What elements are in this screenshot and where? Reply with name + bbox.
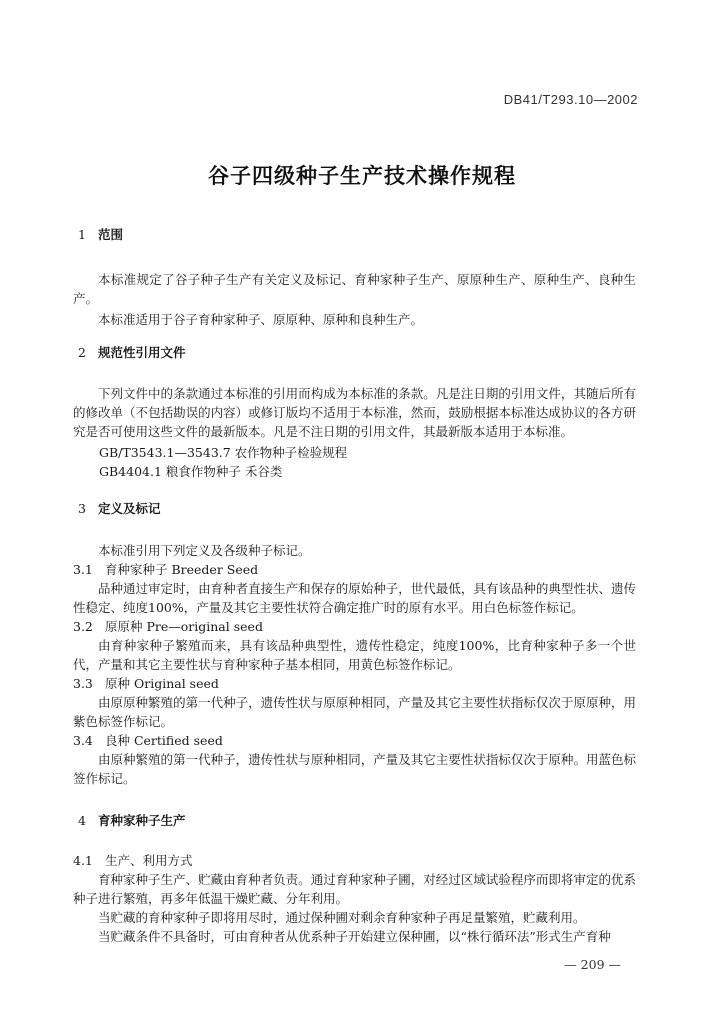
- document-title: 谷子四级种子生产技术操作规程: [208, 163, 516, 188]
- subsection-number: 4.1: [73, 853, 93, 868]
- section-4-heading: [0, 812, 724, 830]
- section-title: 定义及标记: [98, 501, 161, 516]
- definition-text: 由育种家种子繁殖而来，具有该品种典型性，遗传性稳定，纯度100%，比育种家种子多一个世代，产量和其它主要性状与育种家种子基本相同，用黄色标签作标记。: [73, 638, 636, 672]
- section-title: 规范性引用文件: [98, 345, 186, 360]
- definition-number: 3.2: [73, 619, 93, 634]
- definition-heading: [73, 617, 724, 636]
- definition-title: 良种 Certified seed: [105, 733, 223, 748]
- definition-title: 原种 Original seed: [105, 676, 219, 691]
- section-1-heading: [0, 226, 724, 244]
- reference-item: GB4404.1 粮食作物种子 禾谷类: [99, 464, 283, 479]
- standard-code: DB41/T293.10—2002: [503, 92, 638, 107]
- subsection-title: 生产、利用方式: [105, 853, 193, 868]
- page-number: — 209 —: [564, 957, 621, 972]
- definition-heading: [73, 731, 724, 750]
- section-3-body: [0, 541, 724, 788]
- definition-heading: [73, 560, 724, 579]
- paragraph: 当贮藏条件不具备时，可由育种者从优系种子开始建立保种圃，以“株行循环法”形式生产育种: [98, 929, 611, 944]
- paragraph: 当贮藏的育种家种子即将用尽时，通过保种圃对剩余育种家种子再足量繁殖，贮藏利用。: [98, 910, 586, 925]
- definition-text: 品种通过审定时，由育种者直接生产和保存的原始种子，世代最低，具有该品种的典型性状、遗传性稳定、纯度100%，产量及其它主要性状符合确定推广时的原有水平。用白色标签作标记。: [73, 581, 636, 615]
- section-number: 1: [78, 227, 86, 242]
- definition-title: 育种家种子 Breeder Seed: [105, 562, 259, 577]
- paragraph: 本标准引用下列定义及各级种子标记。: [98, 543, 311, 558]
- paragraph: 本标准规定了谷子种子生产有关定义及标记、育种家种子生产、原原种生产、原种生产、良种生产。: [73, 272, 636, 306]
- section-1-body: [0, 270, 724, 329]
- reference-item: GB/T3543.1—3543.7 农作物种子检验规程: [99, 445, 348, 460]
- section-3-heading: [0, 500, 724, 518]
- paragraph: 下列文件中的条款通过本标准的引用而构成为本标准的条款。凡是注日期的引用文件，其随后所有的修改单（不包括勘误的内容）或修订版均不适用于本标准，然而，鼓励根据本标准达成协议的各方研究是否可使用这些文件的最新版本。凡是不注日期的引用文件，其最新版本适用于本标准。: [73, 386, 636, 439]
- definition-title: 原原种 Pre—original seed: [105, 619, 263, 634]
- section-title: 育种家种子生产: [98, 813, 186, 828]
- section-title: 范围: [98, 227, 124, 242]
- definition-number: 3.3: [73, 676, 93, 691]
- paragraph: 本标准适用于谷子育种家种子、原原种、原种和良种生产。: [98, 312, 424, 327]
- definition-heading: [73, 674, 724, 693]
- section-2-body: [0, 384, 724, 481]
- definition-number: 3.1: [73, 562, 93, 577]
- definition-text: 由原原种繁殖的第一代种子，遗传性状与原原种相同，产量及其它主要性状指标仅次于原原种，用紫色标签作标记。: [73, 695, 636, 729]
- section-4-body: [0, 851, 724, 946]
- section-number: 4: [78, 813, 86, 828]
- section-number: 3: [78, 501, 86, 516]
- section-2-heading: [0, 344, 724, 362]
- subsection-heading: [73, 851, 724, 870]
- definition-number: 3.4: [73, 733, 93, 748]
- definition-text: 由原种繁殖的第一代种子，遗传性状与原种相同，产量及其它主要性状指标仅次于原种。用蓝色标签作标记。: [73, 752, 636, 786]
- section-number: 2: [78, 345, 86, 360]
- paragraph: 育种家种子生产、贮藏由育种者负责。通过育种家种子圃，对经过区域试验程序而即将审定的优系种子进行繁殖，再多年低温干燥贮藏、分年利用。: [73, 872, 636, 906]
